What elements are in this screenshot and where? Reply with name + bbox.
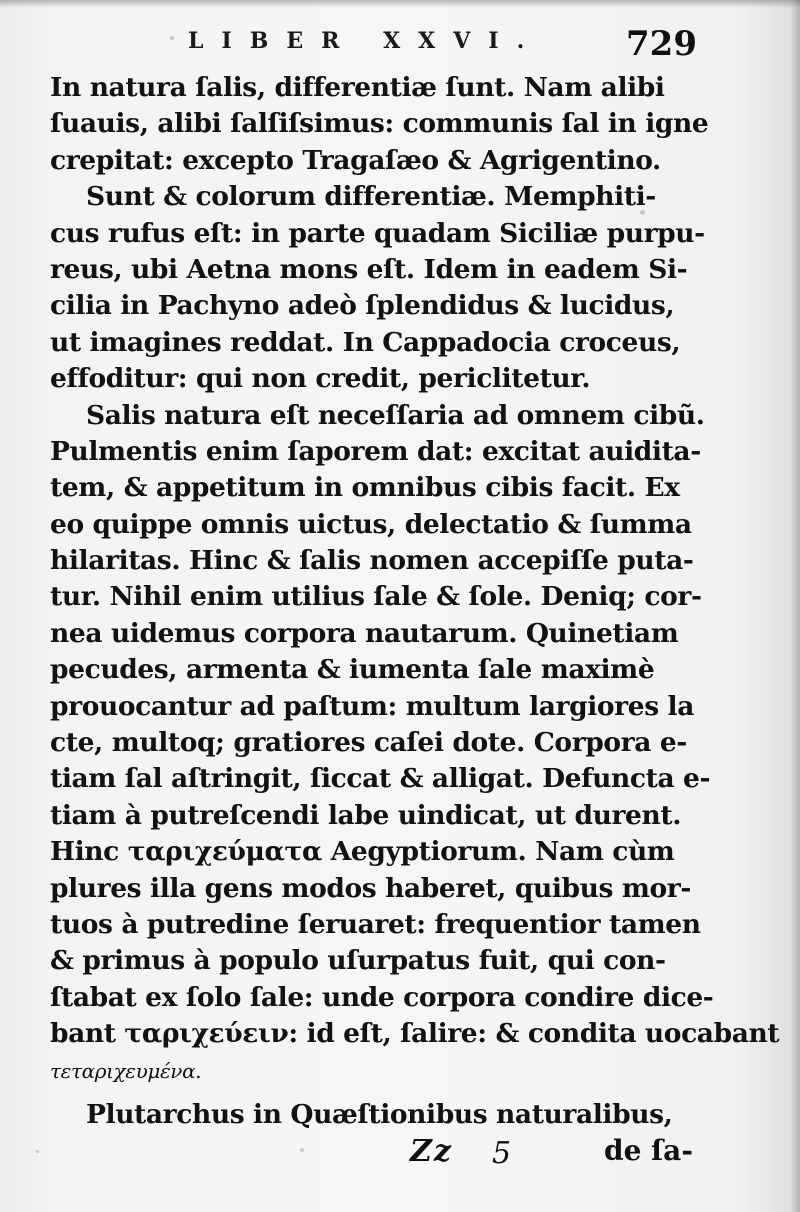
text-line: tiam à putreſcendi labe uindicat, ut durent. (50, 799, 682, 831)
page-header (0, 24, 800, 64)
text-line: cte, multoq; gratiores caſei dote. Corpora e- (50, 727, 687, 759)
page-top-shadow (0, 0, 800, 8)
catchword: de ſa- (604, 1134, 693, 1167)
page-footer (0, 1134, 800, 1174)
text-line: In natura ſalis, differentiæ ſunt. Nam alibi (50, 72, 665, 103)
ink-speck (300, 1148, 304, 1152)
text-line: tiam ſal aſtringit, ſiccat & alligat. Defuncta e- (50, 763, 711, 795)
text-line: nea uidemus corpora nautarum. Quinetiam (50, 617, 679, 649)
signature-mark: Zz (410, 1134, 453, 1169)
text-line: effoditur: qui non credit, periclitetur. (50, 363, 591, 395)
text-line: prouocantur ad paſtum: multum largiores la (50, 690, 694, 722)
text-line: hilaritas. Hinc & ſalis nomen accepiſſe puta- (50, 545, 694, 577)
body-text (50, 70, 780, 1133)
text-line: tur. Nihil enim utilius ſale & ſole. Deniq; cor- (50, 581, 702, 613)
text-line: tuos à putredine ſeruaret: frequentior tamen (50, 908, 701, 940)
text-line: bant ταριχεύειν: id eſt, ſalire: & condita uocabant (50, 1018, 780, 1050)
text-line: Plutarchus in Quæſtionibus naturalibus, (86, 1098, 673, 1130)
text-line: τεταριχευμένα. (50, 1058, 202, 1083)
text-line: cus rufus eſt: in parte quadam Siciliæ purpu- (50, 217, 705, 249)
ink-speck (640, 210, 645, 215)
page-number: 729 (626, 24, 697, 64)
text-line: Pulmentis enim ſaporem dat: excitat auidita- (50, 435, 701, 467)
text-line: tem, & appetitum in omnibus cibis facit. Ex (50, 472, 680, 504)
text-line: pecudes, armenta & iumenta ſale maximè (50, 654, 655, 686)
text-line: reus, ubi Aetna mons eſt. Idem in eadem Si- (50, 253, 688, 285)
text-line: crepitat: excepto Tragaſæo & Agrigentino. (50, 144, 661, 176)
text-line: ſuauis, alibi ſalſiſsimus: communis ſal in igne (50, 108, 709, 140)
gathering-number: 5 (492, 1136, 512, 1171)
page-edge-shadow (790, 0, 800, 1212)
running-head: LIBER XXVI. (188, 28, 543, 54)
text-line: Salis natura eſt neceſſaria ad omnem cibũ. (86, 399, 705, 431)
text-line: Hinc ταριχεύματα Aegyptiorum. Nam cùm (50, 836, 675, 868)
text-line: ſtabat ex ſolo ſale: unde corpora condire dice- (50, 981, 714, 1013)
text-line: ut imagines reddat. In Cappadocia croceus, (50, 326, 681, 358)
text-line: cilia in Pachyno adeò ſplendidus & lucidus, (50, 290, 675, 322)
text-line: plures illa gens modos haberet, quibus mor- (50, 872, 691, 904)
text-line: & primus à populo uſurpatus fuit, qui con- (50, 945, 666, 977)
ink-speck (36, 1150, 39, 1153)
ink-speck (170, 36, 174, 40)
text-line: Sunt & colorum differentiæ. Memphiti- (86, 181, 656, 213)
text-line: eo quippe omnis uictus, delectatio & ſumma (50, 508, 692, 540)
